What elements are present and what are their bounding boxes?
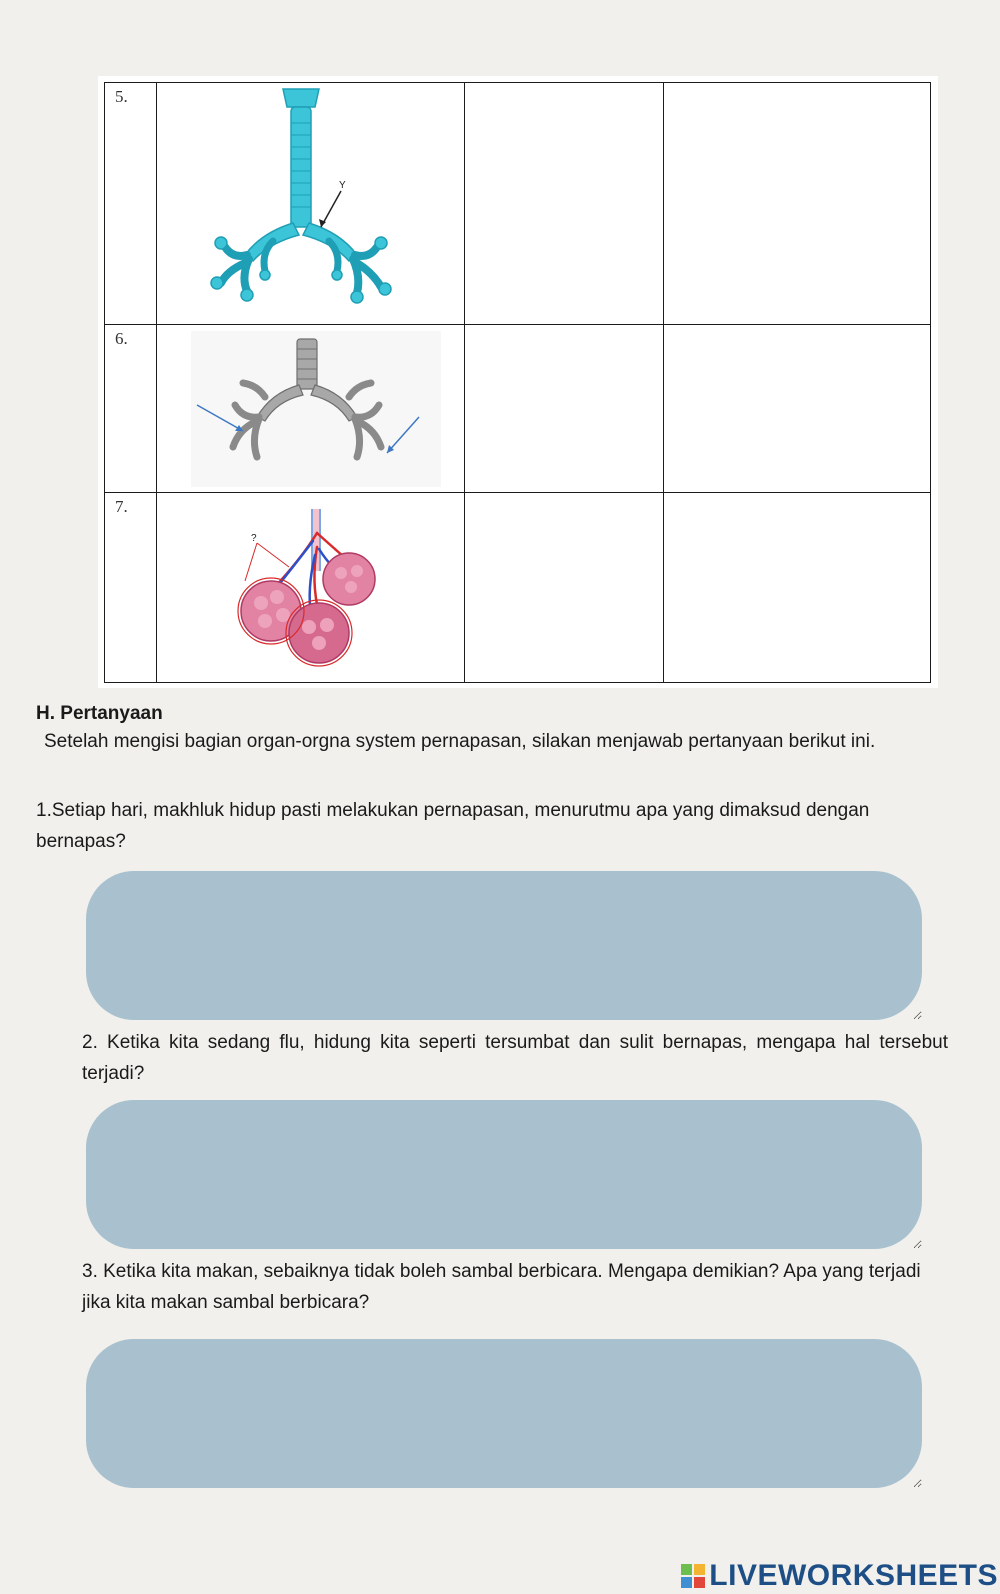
question-2: 2. Ketika kita sedang flu, hidung kita seperti tersumbat dan sulit bernapas, mengapa hal tersebut terjadi? — [82, 1032, 948, 1084]
organ-table — [104, 82, 931, 683]
liveworksheets-logo[interactable] — [681, 1560, 998, 1592]
trachea-bronchi-illustration — [161, 83, 461, 323]
row-number-cell — [105, 83, 157, 325]
label-mark: ? — [250, 533, 257, 544]
row-number: 6. — [115, 329, 128, 348]
answer-cell[interactable] — [465, 493, 664, 683]
section-title: H. Pertanyaan — [36, 703, 163, 724]
answer-cell[interactable] — [664, 325, 931, 493]
row-number-cell — [105, 493, 157, 683]
table-row — [105, 325, 931, 493]
question-3: 3. Ketika kita makan, sebaiknya tidak boleh sambal berbicara. Mengapa demikian? Apa yang terjadi jika kita makan sambal berbicara? — [82, 1261, 921, 1313]
row-number: 7. — [115, 497, 128, 516]
organ-table-container — [98, 76, 938, 688]
section-intro: Setelah mengisi bagian organ-orgna system pernapasan, silakan menjawab pertanyaan berikut ini. — [44, 731, 876, 752]
question-1: 1.Setiap hari, makhluk hidup pasti melakukan pernapasan, menurutmu apa yang dimaksud dengan bernapas? — [36, 800, 870, 852]
logo-text: LIVEWORKSHEETS — [709, 1559, 998, 1592]
row-number-cell — [105, 325, 157, 493]
answer-cell[interactable] — [664, 493, 931, 683]
logo-blocks-icon — [681, 1564, 705, 1588]
answer-cell[interactable] — [465, 83, 664, 325]
table-row — [105, 493, 931, 683]
answer-cell[interactable] — [664, 83, 931, 325]
image-cell — [157, 493, 465, 683]
image-cell — [157, 325, 465, 493]
answer-cell[interactable] — [465, 325, 664, 493]
alveoli-illustration — [161, 493, 461, 679]
row-number: 5. — [115, 87, 128, 106]
answer-box-3[interactable] — [86, 1339, 922, 1488]
answer-box-2[interactable] — [86, 1100, 922, 1249]
answer-box-1[interactable] — [86, 871, 922, 1020]
image-cell — [157, 83, 465, 325]
table-row — [105, 83, 931, 325]
bronchioles-illustration — [161, 325, 461, 491]
label-mark: Y — [338, 180, 346, 191]
